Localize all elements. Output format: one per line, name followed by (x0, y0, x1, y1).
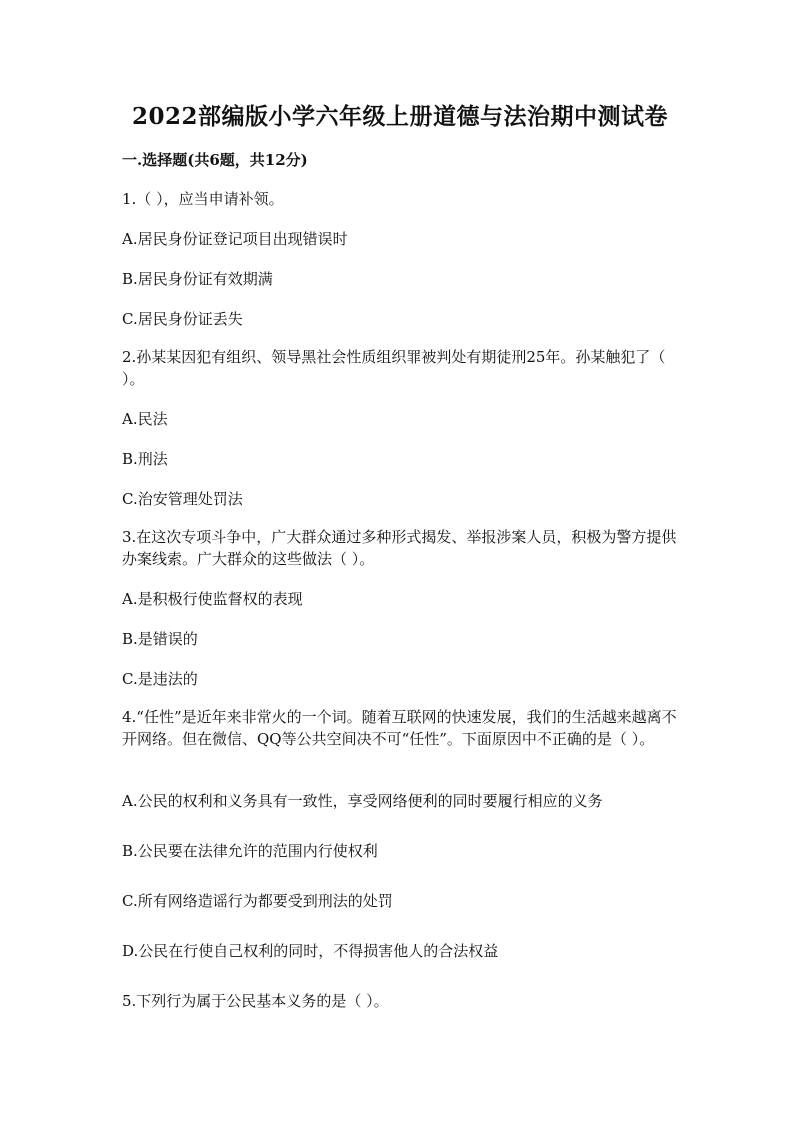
question-1-option-c: C.居民身份证丢失 (122, 310, 243, 328)
question-3-option-a: A.是积极行使监督权的表现 (122, 590, 303, 608)
question-1-option-a: A.居民身份证登记项目出现错误时 (122, 230, 348, 248)
question-2-option-b: B.刑法 (122, 450, 168, 468)
question-3-stem: 3.在这次专项斗争中，广大群众通过多种形式揭发、举报涉案人员，积极为警方提供办案线索。广大群众的这些做法（ ）。 (122, 528, 677, 568)
section-heading: 一.选择题(共6题，共12分) (122, 151, 308, 169)
question-2-option-c: C.治安管理处罚法 (122, 490, 243, 508)
question-1-stem: 1.（ ），应当申请补领。 (122, 190, 284, 208)
question-1-option-b: B.居民身份证有效期满 (122, 270, 273, 288)
page-title: 2022部编版小学六年级上册道德与法治期中测试卷 (131, 103, 668, 130)
question-5-stem: 5.下列行为属于公民基本义务的是（ ）。 (122, 992, 389, 1010)
question-4-option-a: A.公民的权利和义务具有一致性，享受网络便利的同时要履行相应的义务 (122, 792, 603, 810)
question-4-option-b: B.公民要在法律允许的范围内行使权利 (122, 842, 378, 860)
question-2-stem: 2.孙某某因犯有组织、领导黑社会性质组织罪被判处有期徒刑25年。孙某触犯了（ ）。 (122, 348, 666, 388)
question-3-option-b: B.是错误的 (122, 630, 198, 648)
question-2-option-a: A.民法 (122, 410, 168, 428)
question-4-stem: 4.“任性”是近年来非常火的一个词。随着互联网的快速发展，我们的生活越来越离不开网络。但在微信、QQ等公共空间决不可“任性”。下面原因中不正确的是（ ）。 (122, 708, 677, 748)
question-3-option-c: C.是违法的 (122, 670, 198, 688)
question-4-option-c: C.所有网络造谣行为都要受到刑法的处罚 (122, 892, 393, 910)
question-4-option-d: D.公民在行使自己权利的同时，不得损害他人的合法权益 (122, 942, 499, 960)
